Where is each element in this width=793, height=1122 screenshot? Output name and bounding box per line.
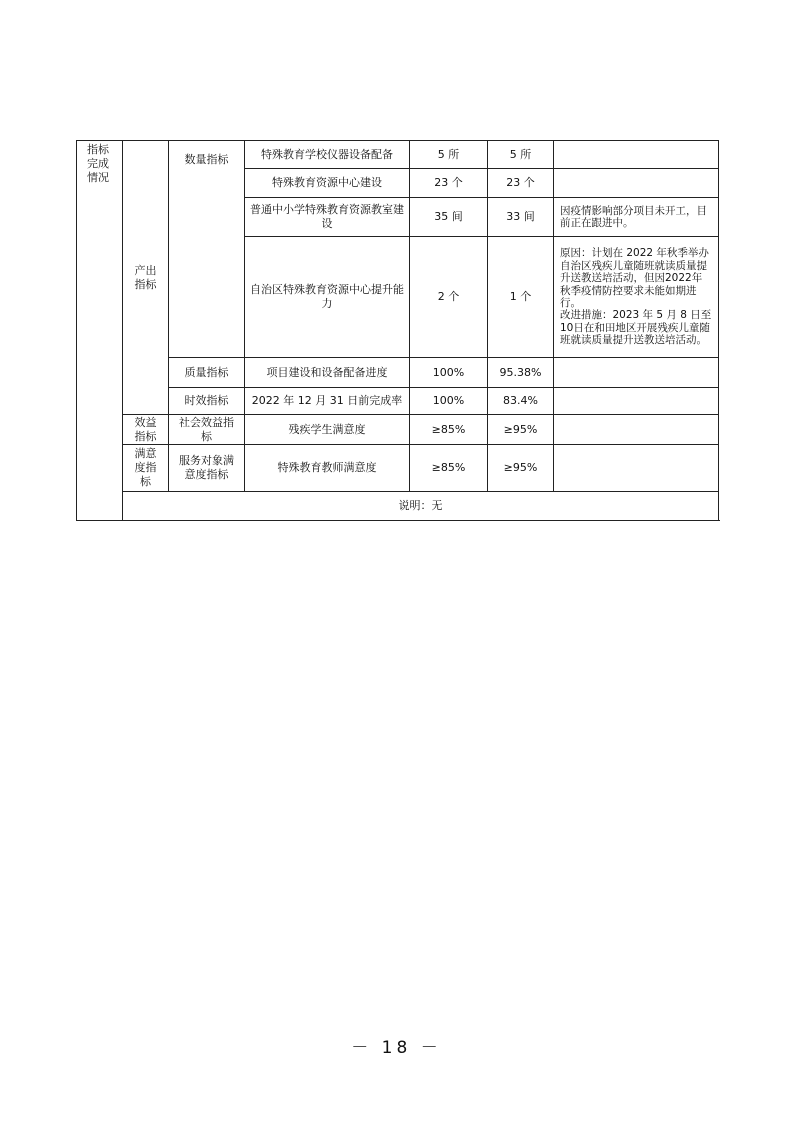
category-cell: 指标完成情况 xyxy=(77,141,123,521)
deviation-note xyxy=(554,141,719,169)
deviation-note xyxy=(554,415,719,445)
target-value: ≥85% xyxy=(410,415,488,445)
improvement-text: 改进措施：2023 年 5 月 8 日至 10日在和田地区开展残疾儿童随班就读质量提升送教送培活动。 xyxy=(560,309,712,347)
benefit-indicator-group: 效益指标 xyxy=(123,415,169,445)
indicator-name: 特殊教育教师满意度 xyxy=(245,445,410,492)
indicator-name: 2022 年 12 月 31 日前完成率 xyxy=(245,388,410,415)
target-value: 35 间 xyxy=(410,198,488,237)
table-row xyxy=(77,388,719,415)
actual-value: 5 所 xyxy=(488,141,554,169)
table-row xyxy=(77,141,719,169)
indicator-name: 普通中小学特殊教育资源教室建设 xyxy=(245,198,410,237)
social-benefit-subgroup: 社会效益指标 xyxy=(169,415,245,445)
performance-indicator-table xyxy=(76,140,719,521)
deviation-note xyxy=(554,388,719,415)
indicator-name: 项目建设和设备配备进度 xyxy=(245,358,410,388)
actual-value: ≥95% xyxy=(488,445,554,492)
output-indicator-group: 产出指标 xyxy=(123,141,169,415)
quality-indicator-subgroup: 质量指标 xyxy=(169,358,245,388)
target-value: 5 所 xyxy=(410,141,488,169)
actual-value: 83.4% xyxy=(488,388,554,415)
deviation-note xyxy=(554,169,719,198)
quantity-indicator-subgroup: 数量指标 xyxy=(169,141,245,358)
actual-value: 23 个 xyxy=(488,169,554,198)
actual-value: ≥95% xyxy=(488,415,554,445)
indicator-name: 特殊教育学校仪器设备配备 xyxy=(245,141,410,169)
indicator-name: 特殊教育资源中心建设 xyxy=(245,169,410,198)
cause-text: 原因：计划在 2022 年秋季举办自治区残疾儿童随班就读质量提升送教送培活动，但因2022年秋季疫情防控要求未能如期进行。 xyxy=(560,247,709,309)
indicator-name: 残疾学生满意度 xyxy=(245,415,410,445)
table-footer-row xyxy=(77,492,719,521)
deviation-note xyxy=(554,445,719,492)
actual-value: 1 个 xyxy=(488,237,554,358)
target-value: ≥85% xyxy=(410,445,488,492)
indicator-name: 自治区特殊教育资源中心提升能力 xyxy=(245,237,410,358)
deviation-note: 因疫情影响部分项目未开工，目前正在跟进中。 xyxy=(554,198,719,237)
target-value: 23 个 xyxy=(410,169,488,198)
deviation-note xyxy=(554,358,719,388)
actual-value: 33 间 xyxy=(488,198,554,237)
target-value: 100% xyxy=(410,358,488,388)
page-number: － 18 － xyxy=(351,1038,442,1058)
target-value: 100% xyxy=(410,388,488,415)
target-value: 2 个 xyxy=(410,237,488,358)
timeliness-indicator-subgroup: 时效指标 xyxy=(169,388,245,415)
table-footer-note: 说明：无 xyxy=(123,492,719,521)
deviation-note xyxy=(554,237,719,358)
satisfaction-indicator-group: 满意度指标 xyxy=(123,445,169,492)
table-row xyxy=(77,445,719,492)
table-row xyxy=(77,415,719,445)
service-satisfaction-subgroup: 服务对象满意度指标 xyxy=(169,445,245,492)
actual-value: 95.38% xyxy=(488,358,554,388)
table-row xyxy=(77,358,719,388)
